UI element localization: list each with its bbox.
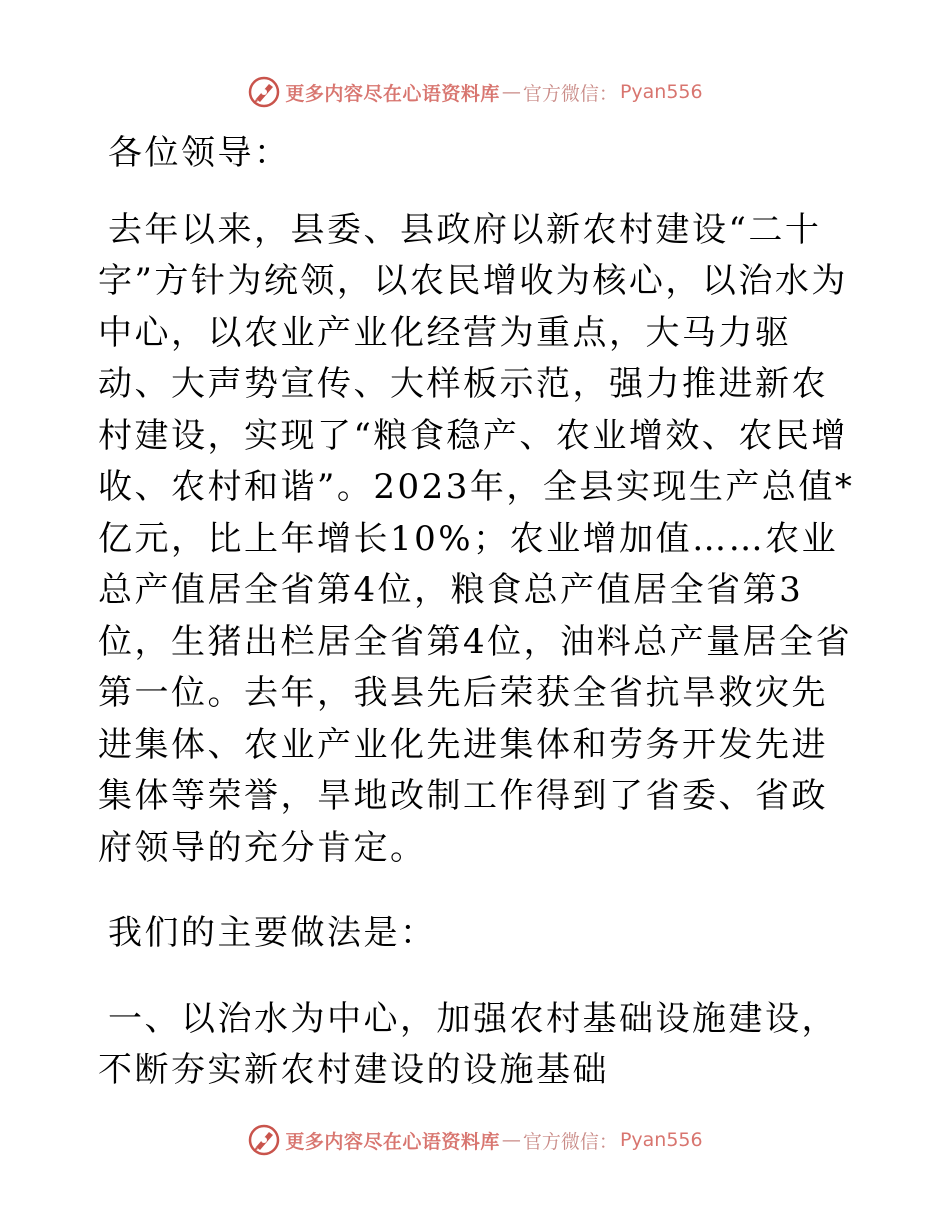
watermark-logo-icon xyxy=(247,1123,281,1157)
watermark-official-label: 官方微信： xyxy=(522,82,618,105)
paragraph-summary: 去年以来，县委、县政府以新农村建设“二十字”方针为统领，以农民增收为核心，以治水为中心，以农业产业化经营为重点，大马力驱动、大声势宣传、大样板示范，强力推进新农村建设，实现了“粮食稳产、农业增效、农民增收、农村和谐”。2023年，全县实现生产总值*亿元，比上年增长10%；农业增加值……农业总产值居全省第4位，粮食总产值居全省第3位，生猪出栏居全省第4位，油料总产量居全省第一位。去年，我县先后荣获全省抗旱救灾先进集体、农业产业化先进集体和劳务开发先进集体等荣誉，旱地改制工作得到了省委、省政府领导的充分肯定。 xyxy=(98,209,855,868)
watermark-account-id: Pyan556 xyxy=(619,81,703,103)
document-body xyxy=(98,120,858,1097)
paragraph-intro-methods: 我们的主要做法是： xyxy=(108,913,437,953)
watermark-site-text: 更多内容尽在心语资料库 xyxy=(285,1130,500,1153)
watermark-separator: — xyxy=(501,81,521,103)
footer-watermark xyxy=(0,1120,950,1160)
watermark-official-label: 官方微信： xyxy=(522,1130,618,1153)
watermark-separator: — xyxy=(501,1129,521,1151)
watermark-site-text: 更多内容尽在心语资料库 xyxy=(285,82,500,105)
section-heading-one: 一、以治水为中心，加强农村基础设施建设，不断夯实新农村建设的设施基础 xyxy=(98,998,838,1090)
salutation: 各位领导： xyxy=(108,133,291,173)
watermark-logo-icon xyxy=(247,75,281,109)
header-watermark xyxy=(0,72,950,112)
watermark-account-id: Pyan556 xyxy=(619,1129,703,1151)
